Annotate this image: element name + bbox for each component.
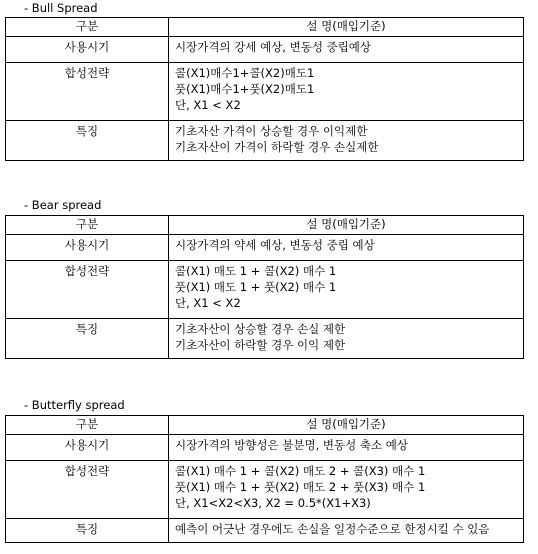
spec-table <box>5 215 524 359</box>
content-line: 단, X1 < X2 <box>175 296 241 310</box>
row-label: 사용시기 <box>6 235 169 261</box>
row-label: 합성전략 <box>6 261 169 319</box>
table-row <box>6 461 524 519</box>
row-label: 특징 <box>6 519 169 543</box>
content-line: 시장가격의 약세 예상, 변동성 중립 예상 <box>175 238 375 252</box>
row-label: 사용시기 <box>6 435 169 461</box>
header-category: 구분 <box>6 18 169 37</box>
row-content <box>169 519 524 543</box>
table-row <box>6 63 524 121</box>
content-line: 예측이 어긋난 경우에도 손실을 일정수준으로 한정시킬 수 있음 <box>175 522 490 536</box>
content-line: 풋(X1)매수1+풋(X2)매도1 <box>175 82 315 96</box>
spec-table <box>5 17 524 161</box>
row-label: 사용시기 <box>6 37 169 63</box>
header-category: 구분 <box>6 416 169 435</box>
spec-table <box>5 415 524 543</box>
row-label: 합성전략 <box>6 461 169 519</box>
row-content <box>169 319 524 359</box>
row-content <box>169 435 524 461</box>
table-row <box>6 261 524 319</box>
section-title: - Bear spread <box>24 198 102 212</box>
content-line: 기초자산이 상승할 경우 손실 제한 <box>175 322 346 336</box>
row-content <box>169 121 524 161</box>
section-title: - Bull Spread <box>24 1 98 15</box>
table-row <box>6 37 524 63</box>
content-line: 시장가격의 강세 예상, 변동성 중립예상 <box>175 40 372 54</box>
header-description: 설 명(매입기준) <box>169 18 524 37</box>
table-row <box>6 519 524 543</box>
row-label: 합성전략 <box>6 63 169 121</box>
table-row <box>6 235 524 261</box>
header-description: 설 명(매입기준) <box>169 416 524 435</box>
content-line: 단, X1<X2<X3, X2 = 0.5*(X1+X3) <box>175 496 371 510</box>
row-content <box>169 37 524 63</box>
table-header-row <box>6 18 524 37</box>
table-row <box>6 121 524 161</box>
table-header-row <box>6 216 524 235</box>
content-line: 기초자산이 하락할 경우 이익 제한 <box>175 338 346 352</box>
section-title: - Butterfly spread <box>24 398 125 412</box>
header-category: 구분 <box>6 216 169 235</box>
row-content <box>169 461 524 519</box>
content-line: 콜(X1)매수1+콜(X2)매도1 <box>175 66 315 80</box>
table-header-row <box>6 416 524 435</box>
content-line: 단, X1 < X2 <box>175 98 241 112</box>
row-content <box>169 63 524 121</box>
content-line: 기초자산 가격이 상승할 경우 이익제한 <box>175 124 368 138</box>
content-line: 풋(X1) 매수 1 + 풋(X2) 매도 2 + 풋(X3) 매수 1 <box>175 480 426 494</box>
content-line: 콜(X1) 매도 1 + 콜(X2) 매수 1 <box>175 264 337 278</box>
row-label: 특징 <box>6 121 169 161</box>
row-label: 특징 <box>6 319 169 359</box>
content-line: 콜(X1) 매수 1 + 콜(X2) 매도 2 + 콜(X3) 매수 1 <box>175 464 426 478</box>
row-content <box>169 235 524 261</box>
table-row <box>6 319 524 359</box>
content-line: 기초자산이 가격이 하락할 경우 손실제한 <box>175 140 379 154</box>
content-line: 풋(X1) 매도 1 + 풋(X2) 매수 1 <box>175 280 337 294</box>
row-content <box>169 261 524 319</box>
table-row <box>6 435 524 461</box>
header-description: 설 명(매입기준) <box>169 216 524 235</box>
content-line: 시장가격의 방향성은 불분명, 변동성 축소 예상 <box>175 438 409 452</box>
